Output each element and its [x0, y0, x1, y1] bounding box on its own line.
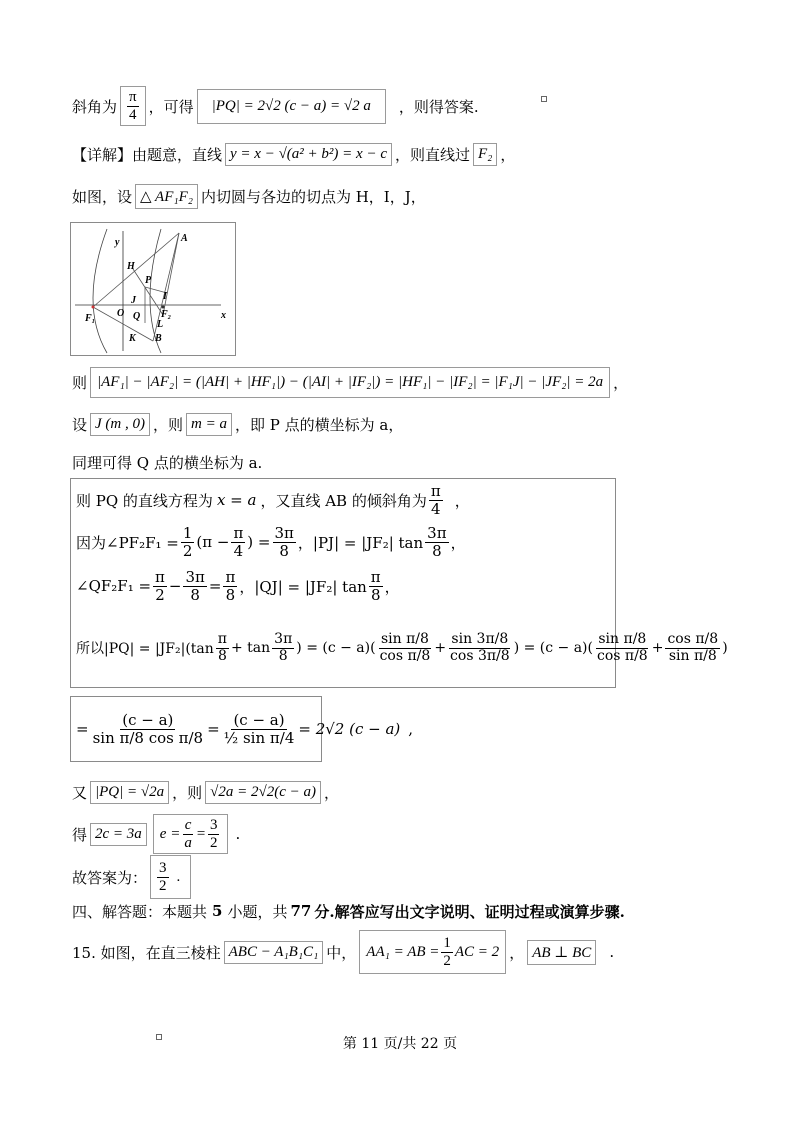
text-p-abscissa: ，即 P 点的横坐标为 a，: [234, 415, 404, 434]
text-minus: −: [168, 577, 182, 595]
frac-pi-4: [429, 483, 443, 517]
text-eq: =: [208, 577, 222, 595]
frac-den: 8: [217, 647, 227, 664]
frac-num: 3π: [185, 568, 205, 586]
frac-1-2: [441, 935, 453, 969]
line-3: [72, 176, 426, 216]
text-q-abscissa: 同理可得 Q 点的横坐标为 a.: [72, 453, 263, 472]
text-score: 77: [290, 902, 312, 920]
frac-3-2: [208, 817, 220, 851]
text-comma: ，: [324, 783, 340, 802]
frac-num: π: [129, 89, 137, 105]
label-o: O: [117, 308, 125, 319]
frac-3pi-8: [425, 525, 448, 559]
frac-num: 1: [443, 935, 451, 951]
formula-pi-over-4: [120, 86, 146, 126]
label-y: y: [115, 237, 120, 248]
text-incircle: 内切圆与各边的切点为 H，I，J，: [200, 187, 426, 206]
line-9: [76, 566, 400, 606]
frac-3pi-8: [272, 632, 294, 664]
text-ab-angle: ，又直线 AB 的倾斜角为: [260, 491, 427, 510]
label-x: x: [221, 310, 226, 321]
formula-lengths: [359, 930, 506, 974]
formula-difference: |AF₁| − |AF₂| = (|AH| + |HF₁|) − (|AI| + |IF₂|) = |HF₁| − |IF₂| = |F₁J| − |JF₂| = 2a: [90, 367, 610, 398]
line-2: [72, 134, 515, 174]
formula-eccentricity: [153, 814, 229, 854]
text-q15-intro: 15. 如图，在直三棱柱: [72, 943, 221, 962]
frac-num: π: [155, 568, 165, 586]
text-so-pq: 所以|PQ| = |JF₂|(tan: [76, 641, 214, 657]
text-comma: ，: [509, 943, 525, 962]
line-5: [72, 404, 403, 444]
frac-num: 3: [209, 817, 218, 833]
text-comma: ，: [613, 373, 629, 392]
text-let: 设: [72, 415, 88, 434]
text-pj: ，|PJ| = |JF₂| tan: [297, 533, 424, 552]
frac-pi-2: [153, 569, 167, 603]
text-period: .: [176, 868, 181, 885]
frac-num: sin π/8: [598, 631, 647, 648]
line-7: [76, 480, 470, 520]
text-result: = 2√2 (c − a): [298, 720, 401, 738]
formula-m-eq-a: m = a: [186, 413, 232, 436]
label-h: H: [127, 261, 135, 272]
text-also: 又: [72, 783, 88, 802]
text-then: 则: [72, 373, 88, 392]
frac-sin-cos-3pi8: [448, 632, 512, 664]
text-period: .: [609, 943, 615, 961]
text-eq: =: [195, 825, 206, 842]
frac-num: π: [430, 482, 441, 500]
frac-den: 2: [209, 834, 218, 851]
text-angle-pf2f1: 因为∠PF₂F₁ =: [76, 533, 179, 552]
frac-den: ½ sin π/4: [223, 728, 295, 747]
frac-sin-cos-pi8: [378, 632, 433, 664]
frac-ca-over-sincos: [91, 712, 206, 746]
frac-num: π: [370, 568, 381, 586]
frac-num: π: [225, 568, 236, 586]
text-questions: 小题，共: [227, 902, 288, 921]
label-f1: F₁: [85, 313, 96, 324]
line-10: [76, 618, 728, 678]
formula-pq-length: |PQ| = 2√2 (c − a) = √2 a: [197, 89, 386, 124]
text-can-get: ，可得: [148, 97, 194, 116]
text-angle-qf2f1: ∠QF₂F₁ =: [76, 577, 152, 595]
formula-j-point: J (m , 0): [90, 413, 150, 436]
label-i: I: [163, 291, 167, 302]
formula-root2a-eq: √2a = 2√2(c − a): [205, 781, 321, 804]
text-passes: ，则直线过: [394, 145, 470, 164]
text-ac-eq-2: AC = 2: [454, 943, 500, 960]
frac-3pi-8: [273, 525, 296, 559]
question-15: [72, 930, 614, 974]
frac-den: 8: [278, 647, 288, 664]
frac-num: 3π: [427, 524, 447, 542]
text-plus: +: [434, 640, 447, 656]
frac-den: 8: [370, 585, 381, 604]
frac-den: 4: [129, 106, 137, 123]
section-4-heading: [72, 893, 625, 929]
formula-f2: F₂: [473, 143, 497, 166]
text-eq: =: [76, 720, 89, 738]
corner-mark-top: [541, 96, 547, 102]
text-plus-tan: + tan: [231, 640, 271, 656]
text-comma: ,: [408, 720, 414, 738]
frac-c-a: [182, 817, 194, 851]
label-a: A: [181, 233, 188, 244]
frac-sin-cos-pi8: [595, 632, 650, 664]
frac-den: cos π/8: [596, 647, 648, 664]
text-comma: ，: [454, 491, 470, 510]
text-c-minus-a: ) = (c − a)(: [296, 640, 376, 656]
text-answer-is: 故答案为：: [72, 868, 148, 887]
text-pq-line: 则 PQ 的直线方程为: [76, 491, 213, 510]
label-b: B: [155, 333, 162, 344]
text-comma: ，: [450, 533, 466, 552]
formula-ab-perp-bc: AB ⊥ BC: [527, 940, 596, 965]
frac-den: 2: [182, 541, 193, 560]
line-11: [76, 704, 413, 754]
frac-num: (c − a): [233, 711, 285, 729]
line-13: [72, 814, 240, 854]
frac-num: 3π: [274, 524, 294, 542]
label-f2: F₂: [161, 309, 172, 320]
frac-num: π: [217, 631, 227, 648]
figure-svg: [71, 223, 235, 355]
hyperbola-figure: [70, 222, 236, 356]
text-eq: ) =: [247, 533, 271, 551]
frac-num: 1: [182, 524, 193, 542]
text-as-figure: 如图，设: [72, 187, 133, 206]
line-8: [76, 522, 466, 562]
frac-den: 8: [225, 585, 236, 604]
text-instructions: 分.解答应写出文字说明、证明过程或演算步骤.: [314, 902, 625, 921]
text-then: ，则: [153, 415, 184, 434]
text-eq: =: [207, 720, 220, 738]
line-6: [72, 442, 262, 482]
text-answer: ，则得答案.: [398, 97, 479, 116]
text-c-minus-a: ) = (c − a)(: [513, 640, 593, 656]
text-count: 5: [212, 902, 223, 920]
formula-prism: ABC − A₁B₁C₁: [224, 941, 324, 964]
frac-den: 2: [155, 585, 165, 604]
formula-pq-root2a: |PQ| = √2a: [90, 781, 169, 804]
frac-den: 8: [279, 541, 289, 560]
text-detail: 【详解】由题意，直线: [72, 145, 223, 164]
text-plus: +: [651, 640, 664, 656]
formula-x-eq-a: x = a: [216, 491, 257, 509]
frac-den: 8: [190, 585, 200, 604]
frac-den: a: [184, 834, 192, 851]
label-p: P: [145, 275, 152, 286]
frac-cos-sin-pi8: [665, 632, 720, 664]
formula-line-eq: y = x − √(a² + b²) = x − c: [225, 143, 392, 166]
frac-den: cos 3π/8: [450, 647, 510, 664]
frac-num: 3π: [274, 631, 293, 648]
frac-pi-4: [231, 525, 245, 559]
text-qj: ，|QJ| = |JF₂| tan: [239, 577, 367, 596]
text-section-4: 四、解答题：本题共: [72, 902, 208, 921]
frac-den: sin π/8 cos π/8: [92, 728, 204, 747]
frac-3pi-8: [183, 569, 206, 603]
label-l: L: [157, 319, 164, 330]
text-pi-minus: (π −: [196, 533, 230, 551]
text-aa1-ab: AA₁ = AB =: [366, 943, 440, 960]
frac-3-2: [157, 860, 169, 894]
frac-num: 3: [159, 860, 167, 876]
frac-den: sin π/8: [668, 647, 717, 664]
frac-num: c: [184, 817, 192, 833]
frac-den: 4: [431, 499, 441, 518]
label-k: K: [129, 333, 136, 344]
frac-den: cos π/8: [379, 647, 431, 664]
frac-den: 8: [432, 541, 442, 560]
text-comma: ，: [500, 145, 516, 164]
text-then: ，则: [172, 783, 203, 802]
frac-pi-8: [223, 569, 237, 603]
text-get: 得: [72, 825, 88, 844]
label-j: J: [131, 295, 136, 306]
frac-den: 2: [443, 952, 451, 969]
text-comma: ，: [384, 577, 400, 596]
frac-pi-8: [216, 632, 229, 664]
frac-num: cos π/8: [667, 631, 719, 648]
text-slant-angle: 斜角为: [72, 97, 118, 116]
frac-1-2: [181, 525, 195, 559]
text-close-paren: ): [722, 640, 728, 656]
frac-den: 2: [159, 877, 167, 894]
page-footer: 第 11 页/共 22 页: [342, 1036, 458, 1052]
line-4: [72, 362, 628, 402]
text-e-eq: e =: [159, 825, 181, 842]
frac-pi-8: [369, 569, 383, 603]
frac-num: (c − a): [122, 711, 174, 729]
frac-num: sin 3π/8: [451, 631, 509, 648]
frac-num: sin π/8: [380, 631, 429, 648]
label-q: Q: [133, 311, 141, 322]
frac-den: 4: [233, 541, 244, 560]
formula-triangle: △ AF₁F₂: [135, 184, 198, 209]
line-12: [72, 772, 339, 812]
frac-ca-over-halfsin: [222, 712, 297, 746]
frac-num: π: [233, 524, 244, 542]
text-in: 中，: [326, 943, 357, 962]
formula-2c-3a: 2c = 3a: [90, 823, 147, 846]
line-1: [72, 86, 479, 126]
text-period: .: [235, 825, 241, 843]
